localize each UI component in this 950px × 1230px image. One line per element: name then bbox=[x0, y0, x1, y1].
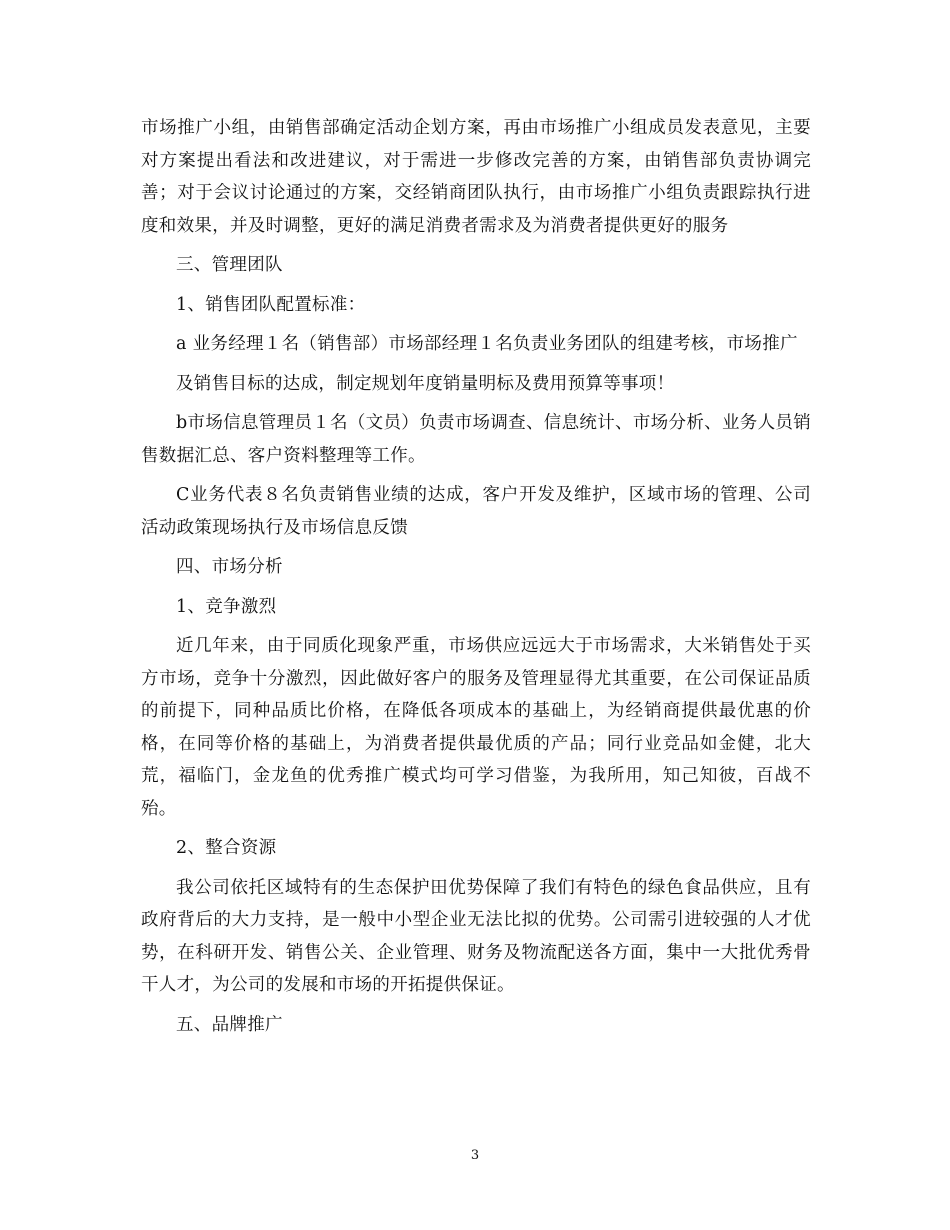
paragraph-sales-rep: C业务代表８名负责销售业绩的达成，客户开发及维护，区域市场的管理、公司活动政策现场执行及市场信息反馈 bbox=[141, 485, 811, 538]
heading-brand-promotion: 五、品牌推广 bbox=[176, 1014, 283, 1035]
paragraph-business-manager: a 业务经理１名（销售部）市场部经理１名负责业务团队的组建考核，市场推广 bbox=[176, 334, 798, 354]
paragraph-integrate-resources: 我公司依托区域特有的生态保护田优势保障了我们有特色的绿色食品供应，且有政府背后的大力支持，是一般中小型企业无法比拟的优势。公司需引进较强的人才优势，在科研开发、销售公关、企业管理、财务及物流配送各方面，集中一大批优秀骨干人才，为公司的发展和市场的开拓提供保证。 bbox=[141, 877, 811, 995]
subheading-integrate-resources: 2、整合资源 bbox=[176, 838, 277, 858]
page-body bbox=[141, 112, 811, 1041]
paragraph-sales-target: 及销售目标的达成，制定规划年度销量明标及费用预算等事项！ bbox=[176, 373, 675, 394]
paragraph-info-admin: b市场信息管理员１名（文员）负责市场调查、信息统计、市场分析、业务人员销售数据汇总、客户资料整理等工作。 bbox=[141, 413, 811, 466]
subheading-sales-team-standard: 1、销售团队配置标准： bbox=[176, 294, 366, 315]
paragraph-competition: 近几年来，由于同质化现象严重，市场供应远远大于市场需求，大米销售处于买方市场，竞争十分激烈，因此做好客户的服务及管理显得尤其重要，在公司保证品质的前提下，同种品质比价格，在降低各项成本的基础上，为经销商提供最优惠的价格，在同等价格的基础上，为消费者提供最优质的产品；同行业竞品如金健，北大荒，福临门，金龙鱼的优秀推广模式均可学习借鉴，为我所用，知己知彼，百战不殆。 bbox=[141, 636, 811, 819]
heading-market-analysis: 四、市场分析 bbox=[176, 557, 283, 577]
subheading-competition: 1、竞争激烈 bbox=[176, 596, 277, 617]
heading-management-team: 三、管理团队 bbox=[176, 255, 283, 275]
paragraph-promotion-team: 市场推广小组，由销售部确定活动企划方案，再由市场推广小组成员发表意见，主要对方案提出看法和改进建议，对于需进一步修改完善的方案，由销售部负责协调完善；对于会议讨论通过的方案，交经销商团队执行，由市场推广小组负责跟踪执行进度和效果，并及时调整，更好的满足消费者需求及为消费者提供更好的服务 bbox=[141, 118, 811, 236]
page-number: 3 bbox=[470, 1148, 480, 1163]
